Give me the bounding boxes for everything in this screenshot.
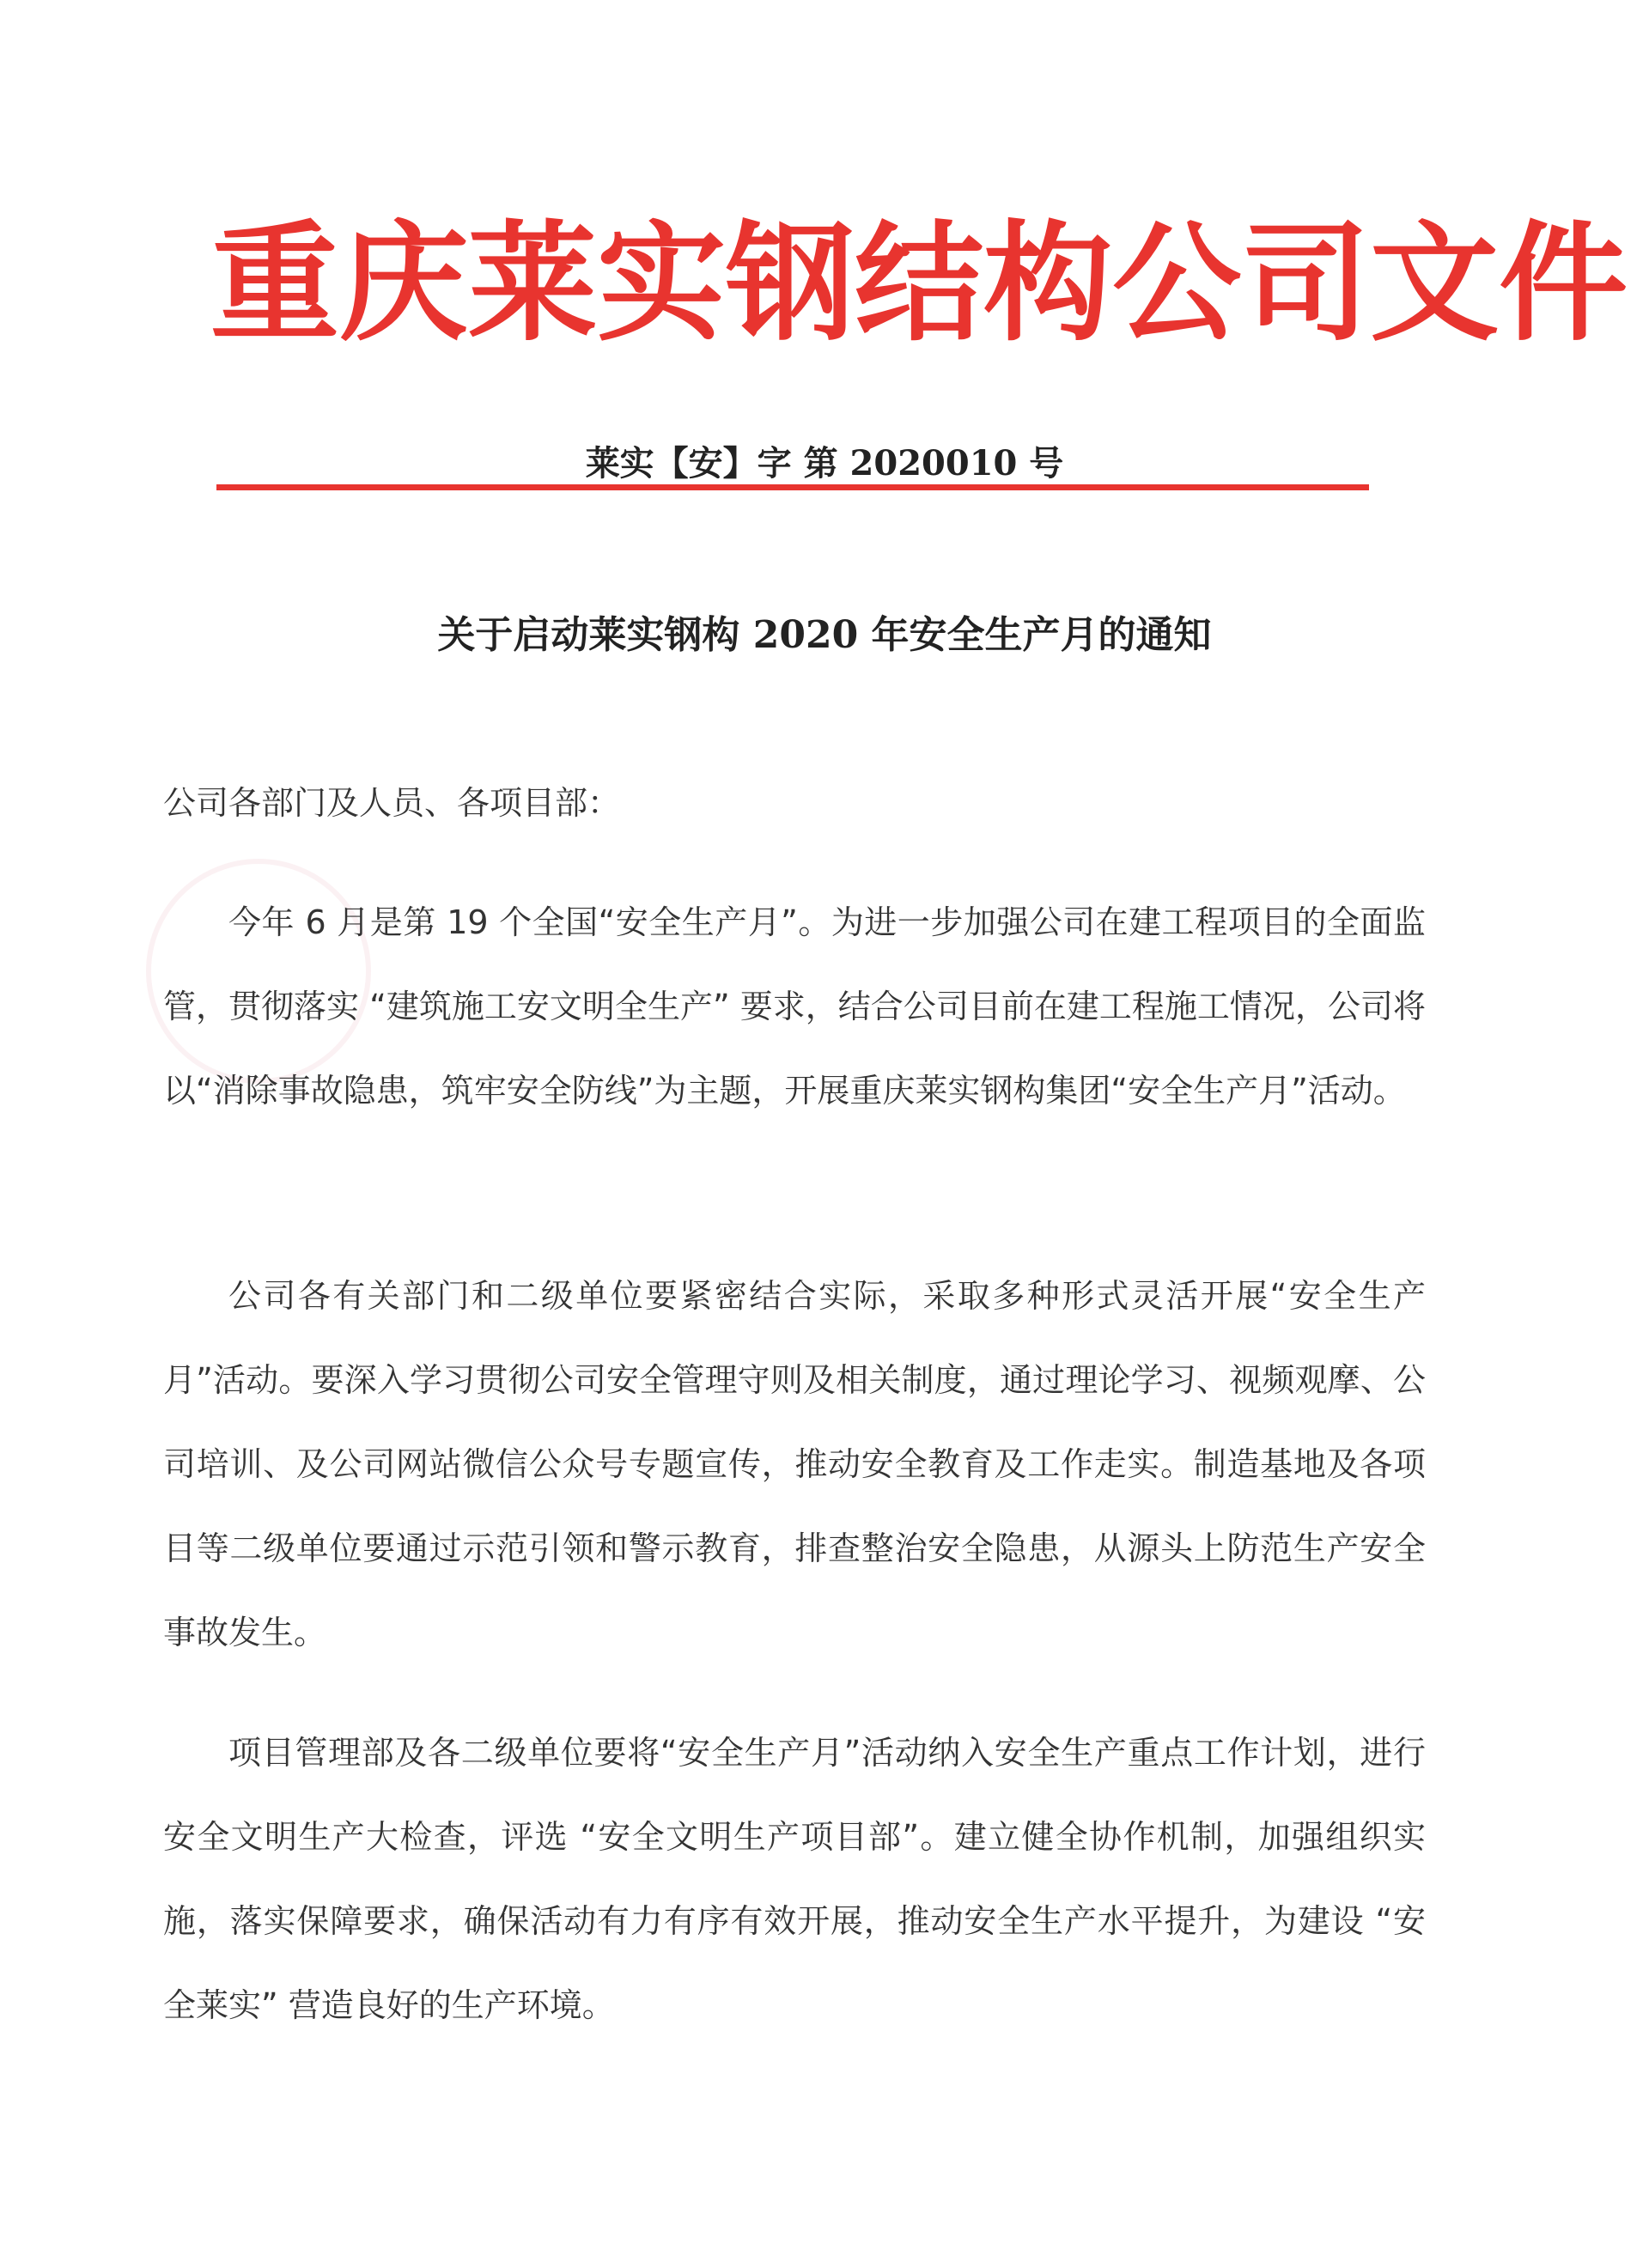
header-title-char: 公 [1112,208,1242,359]
header-title-char: 莱 [468,208,598,359]
document-number: 莱实【安】字 第 2020010 号 [585,443,1064,483]
header-title-char: 重 [210,208,340,359]
header-title-char: 构 [983,208,1113,359]
header-title-char: 件 [1499,208,1628,359]
document-header-title [210,206,1628,361]
header-title-char: 结 [855,208,984,359]
header-title-char: 文 [1370,208,1500,359]
body-paragraph-3: 项目管理部及各二级单位要将“安全生产月”活动纳入安全生产重点工作计划，进行安全文明生产大检查，评选 “安全文明生产项目部”。建立健全协作机制，加强组织实施，落实保障要求，确保活动有力有序有效开展，推动安全生产水平提升，为建设 “安全莱实” 营造良好的生产环境。 [163,1734,1426,2024]
body-paragraph-1: 今年 6 月是第 19 个全国“安全生产月”。为进一步加强公司在建工程项目的全面监管，贯彻落实 “建筑施工安文明全生产” 要求，结合公司目前在建工程施工情况，公司将以“消除事故隐患，筑牢安全防线”为主题，开展重庆莱实钢构集团“安全生产月”活动。 [163,903,1426,1110]
header-title-char: 实 [597,208,727,359]
header-title-char: 司 [1241,208,1371,359]
header-divider [216,484,1369,490]
salutation: 公司各部门及人员、各项目部： [163,784,621,822]
notice-title: 关于启动莱实钢构 2020 年安全生产月的通知 [437,613,1212,657]
body-paragraph-2: 公司各有关部门和二级单位要紧密结合实际，采取多种形式灵活开展“安全生产月”活动。要深入学习贯彻公司安全管理守则及相关制度，通过理论学习、视频观摩、公司培训、及公司网站微信公众号专题宣传，推动安全教育及工作走实。制造基地及各项目等二级单位要通过示范引领和警示教育，排查整治安全隐患，从源头上防范生产安全事故发生。 [163,1277,1426,1651]
header-title-char: 庆 [339,208,469,359]
header-title-char: 钢 [726,208,855,359]
